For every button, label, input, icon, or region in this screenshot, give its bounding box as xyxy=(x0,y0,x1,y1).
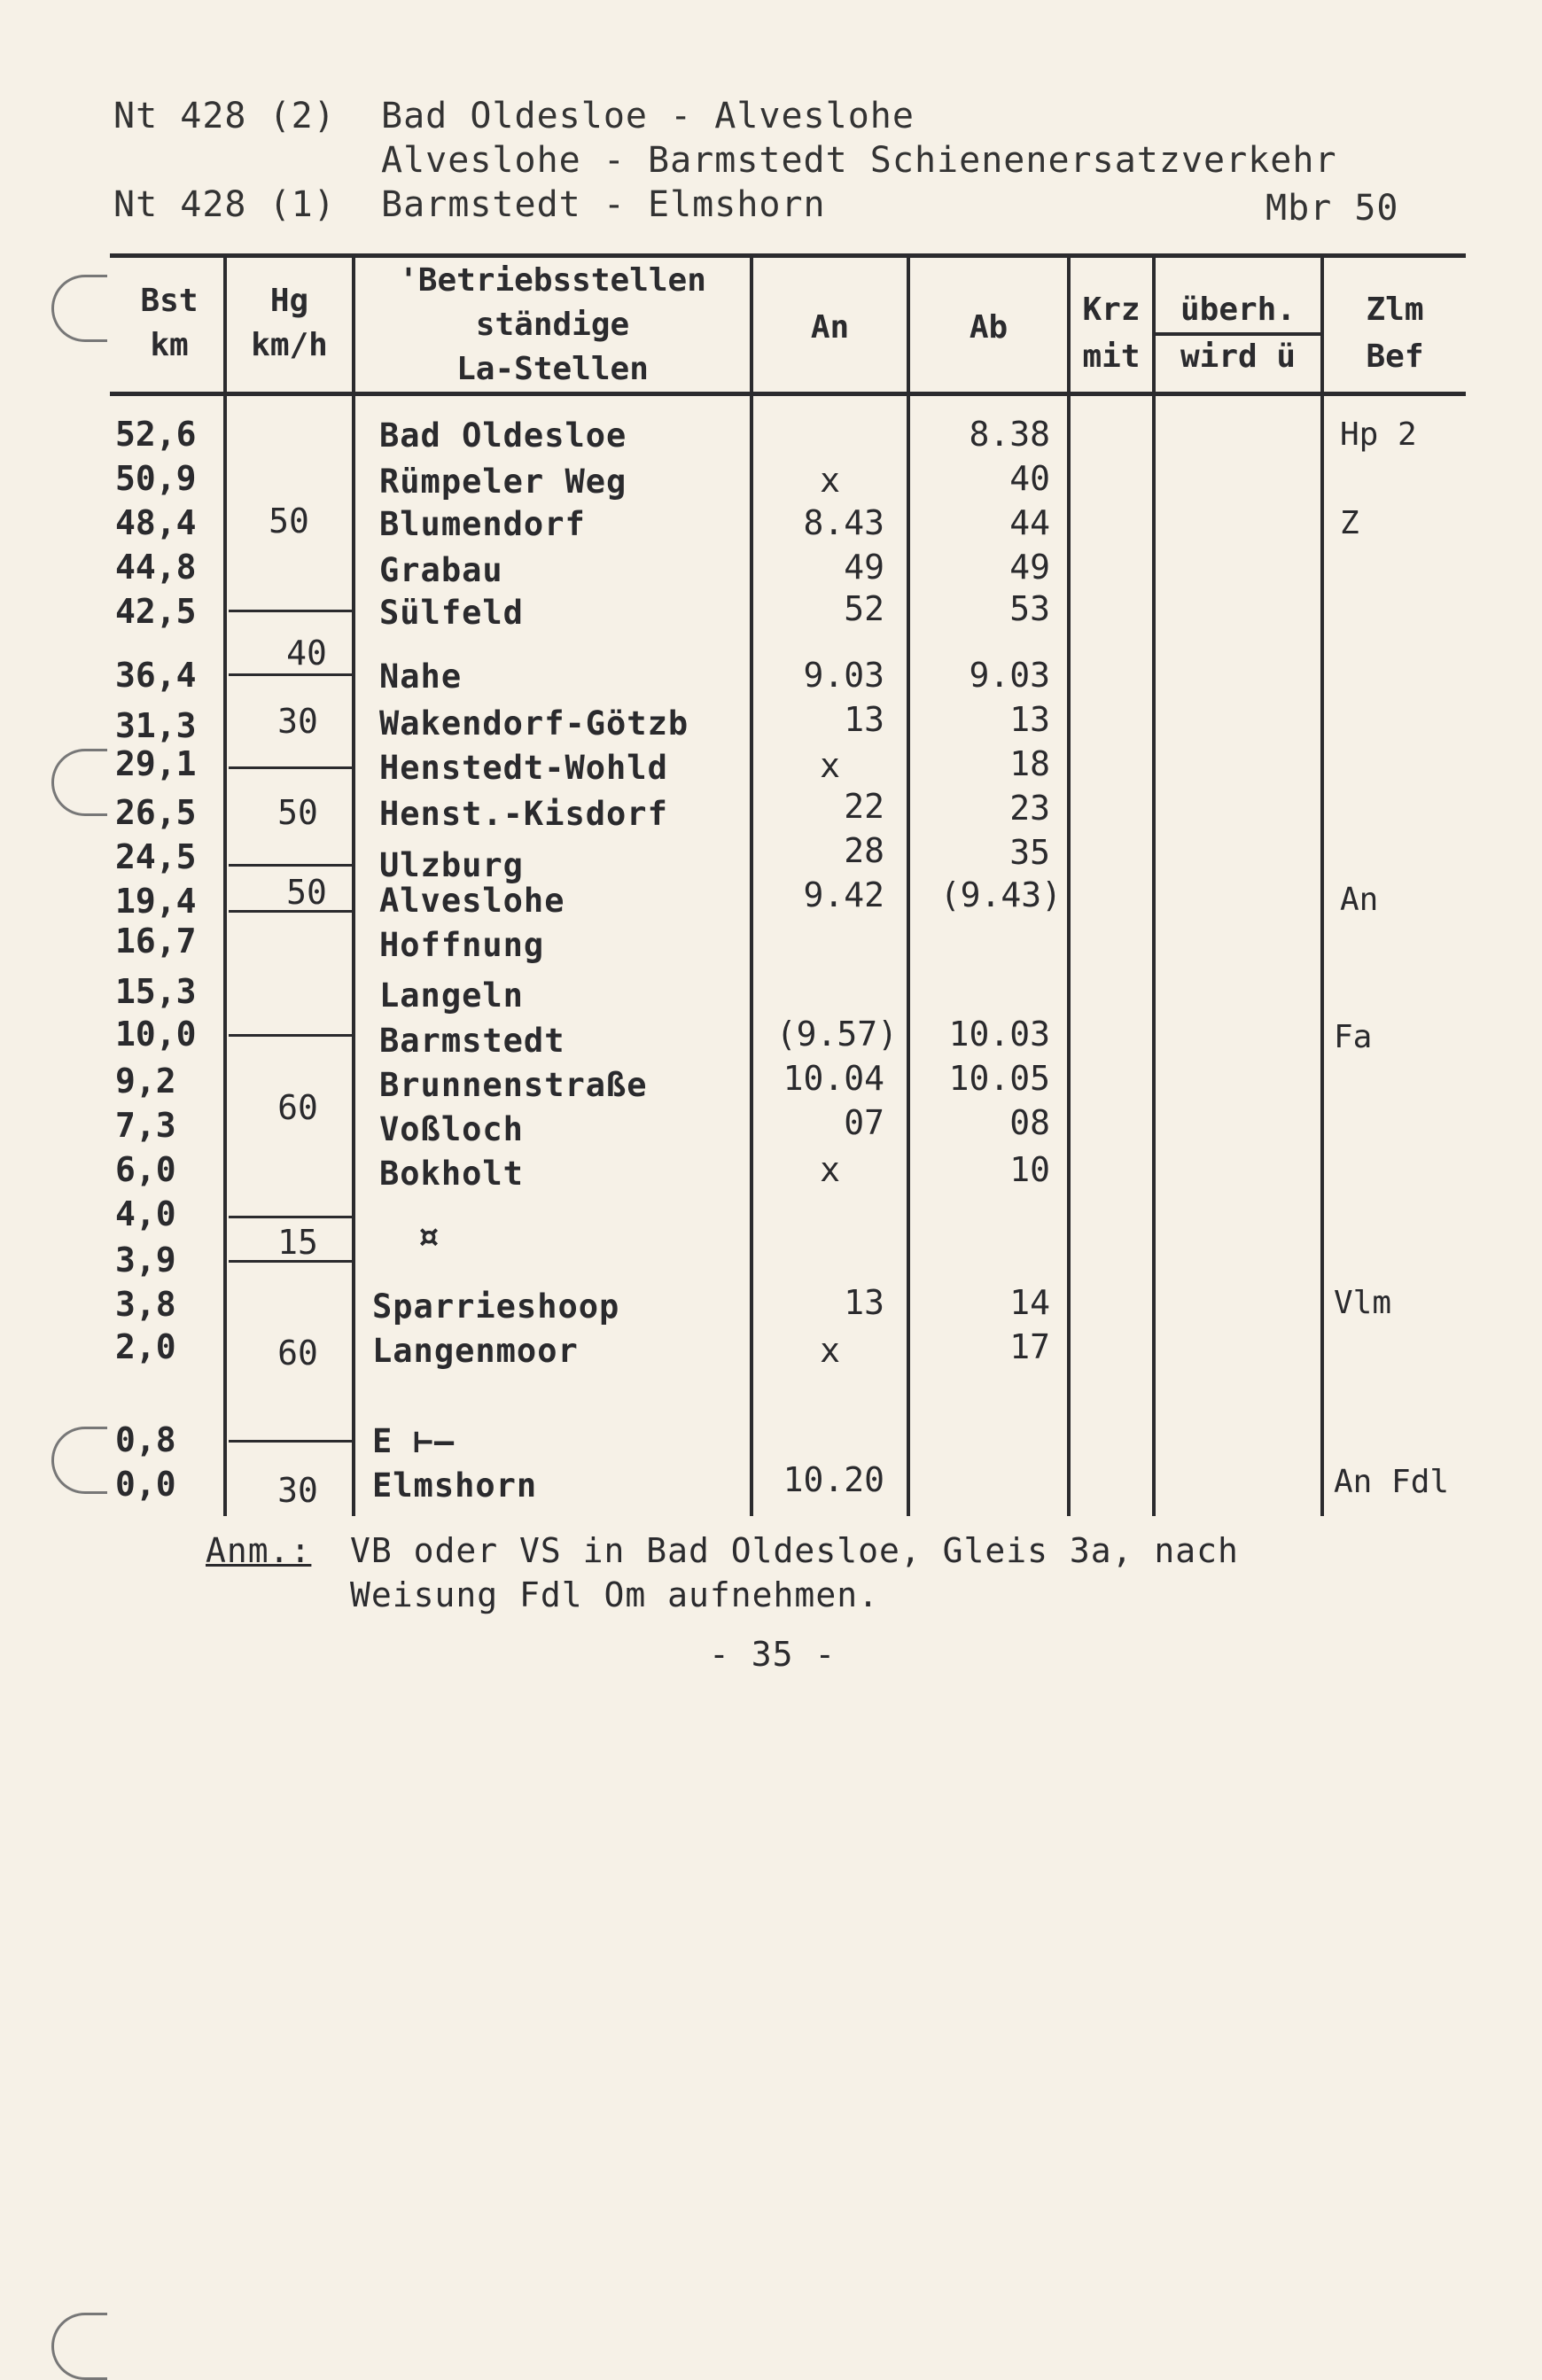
departure-time: 8.38 xyxy=(969,415,1050,454)
col-header-an: An xyxy=(810,309,850,346)
col-header-mit: mit xyxy=(1082,338,1141,375)
station-name: Bokholt xyxy=(379,1155,524,1193)
col-header-ab: Ab xyxy=(969,309,1009,346)
col-divider-7 xyxy=(1320,258,1324,1516)
header-route-2: Alveslohe - Barmstedt Schienenersatzverkehr xyxy=(381,140,1337,181)
km-value: 48,4 xyxy=(115,503,197,542)
punch-hole-4 xyxy=(51,2313,107,2380)
departure-time: 9.03 xyxy=(969,656,1050,695)
col-divider-5 xyxy=(1067,258,1071,1516)
page-number: - 35 - xyxy=(709,1635,837,1674)
speed-value: 50 xyxy=(269,502,309,541)
km-value: 19,4 xyxy=(115,882,197,921)
col-header-ueberh: überh. xyxy=(1180,292,1297,328)
departure-time: 40 xyxy=(1009,459,1050,498)
col-header-staendige: ständige xyxy=(475,307,630,343)
col-header-km: km xyxy=(150,327,189,363)
note-line-2: Weisung Fdl Om aufnehmen. xyxy=(350,1575,879,1614)
arrival-time: 28 xyxy=(844,831,884,870)
station-name: Barmstedt xyxy=(379,1022,565,1060)
col-header-bef: Bef xyxy=(1366,338,1424,375)
col-header-zlm: Zlm xyxy=(1366,292,1424,328)
arrival-time: x xyxy=(820,461,840,500)
speed-value: 15 xyxy=(277,1223,318,1262)
speed-change-line xyxy=(229,1034,352,1037)
col-divider-1 xyxy=(223,258,227,1516)
km-value: 0,0 xyxy=(115,1465,176,1504)
station-name: Sparrieshoop xyxy=(372,1287,620,1326)
station-name: Brunnenstraße xyxy=(379,1066,648,1104)
departure-time: 13 xyxy=(1009,700,1050,739)
km-value: 52,6 xyxy=(115,415,197,454)
km-value: 2,0 xyxy=(115,1327,176,1366)
speed-value: 50 xyxy=(277,793,318,832)
zlm-note: An xyxy=(1340,882,1379,918)
km-value: 10,0 xyxy=(115,1015,197,1054)
col-header-krz: Krz xyxy=(1082,292,1141,328)
station-name: Henstedt-Wohld xyxy=(379,749,668,787)
km-value: 42,5 xyxy=(115,592,197,631)
arrival-time: 9.42 xyxy=(803,875,884,914)
speed-value: 50 xyxy=(286,873,327,912)
note-label: Anm.: xyxy=(206,1531,312,1570)
station-name: Nahe xyxy=(379,657,463,696)
speed-value: 60 xyxy=(277,1088,318,1127)
header-route-1: Bad Oldesloe - Alveslohe xyxy=(381,96,915,136)
station-name: Langeln xyxy=(379,976,524,1015)
km-value: 29,1 xyxy=(115,744,197,783)
station-name: Blumendorf xyxy=(379,505,586,543)
km-value: 7,3 xyxy=(115,1106,176,1145)
col-header-hg: Hg xyxy=(269,283,309,319)
station-name: Grabau xyxy=(379,551,503,589)
zlm-note: Hp 2 xyxy=(1340,416,1417,453)
station-name: Hoffnung xyxy=(379,926,545,964)
arrival-time: x xyxy=(820,1150,840,1189)
arrival-time: 10.04 xyxy=(783,1059,884,1098)
zlm-note: An Fdl xyxy=(1334,1464,1450,1500)
note-line-1: VB oder VS in Bad Oldesloe, Gleis 3a, nach xyxy=(350,1531,1239,1570)
km-value: 6,0 xyxy=(115,1150,176,1189)
speed-change-line xyxy=(229,864,352,867)
arrival-time: 52 xyxy=(844,589,884,628)
arrival-time: x xyxy=(820,1331,840,1370)
km-value: 50,9 xyxy=(115,459,197,498)
departure-time: 18 xyxy=(1009,744,1050,783)
col-header-betriebsstellen: 'Betriebsstellen xyxy=(399,262,706,299)
station-name: Elmshorn xyxy=(372,1466,538,1505)
header-left-3: Nt 428 (1) xyxy=(113,184,336,225)
arrival-time: x xyxy=(820,746,840,785)
departure-time: 10 xyxy=(1009,1150,1050,1189)
arrival-time: 49 xyxy=(844,548,884,587)
header-left-1: Nt 428 (2) xyxy=(113,96,336,136)
punch-hole-2 xyxy=(51,749,107,816)
col-divider-4 xyxy=(907,258,910,1516)
speed-value: 60 xyxy=(277,1334,318,1373)
km-value: 31,3 xyxy=(115,706,197,745)
departure-time: 10.05 xyxy=(948,1059,1050,1098)
departure-time: 35 xyxy=(1009,833,1050,872)
header-route-3: Barmstedt - Elmshorn xyxy=(381,184,826,225)
speed-change-line xyxy=(229,1216,352,1218)
km-value: 0,8 xyxy=(115,1420,176,1459)
arrival-time: 10.20 xyxy=(783,1460,884,1499)
punch-hole-3 xyxy=(51,1427,107,1494)
speed-value: 30 xyxy=(277,702,318,741)
table-top-rule xyxy=(110,253,1466,258)
arrival-time: 8.43 xyxy=(803,503,884,542)
station-name: Henst.-Kisdorf xyxy=(379,795,668,833)
km-value: 24,5 xyxy=(115,837,197,876)
km-value: 3,8 xyxy=(115,1285,176,1324)
km-value: 16,7 xyxy=(115,922,197,961)
km-value: 3,9 xyxy=(115,1241,176,1279)
km-value: 26,5 xyxy=(115,793,197,832)
arrival-time: 07 xyxy=(844,1103,884,1142)
departure-time: 10.03 xyxy=(948,1015,1050,1054)
col-divider-6 xyxy=(1152,258,1156,1516)
km-value: 36,4 xyxy=(115,656,197,695)
punch-hole-1 xyxy=(51,275,107,342)
departure-time: 49 xyxy=(1009,548,1050,587)
col-header-bst: Bst xyxy=(140,283,199,319)
station-name: Langenmoor xyxy=(372,1332,579,1370)
speed-change-line xyxy=(229,610,352,612)
table-header-rule xyxy=(110,392,1466,396)
departure-time: 23 xyxy=(1009,789,1050,828)
departure-time: (9.43) xyxy=(939,875,1062,914)
km-value: 15,3 xyxy=(115,972,197,1011)
station-name: Alveslohe xyxy=(379,882,565,920)
col-header-kmh: km/h xyxy=(251,327,328,363)
speed-change-line xyxy=(229,766,352,769)
end-marker: E ⊢— xyxy=(372,1422,456,1460)
km-value: 9,2 xyxy=(115,1062,176,1101)
station-name: Wakendorf-Götzb xyxy=(379,704,689,743)
departure-time: 08 xyxy=(1009,1103,1050,1142)
arrival-time: 13 xyxy=(844,700,884,739)
departure-time: 17 xyxy=(1009,1327,1050,1366)
speed-change-line xyxy=(229,673,352,676)
station-name: Bad Oldesloe xyxy=(379,416,627,455)
departure-time: 44 xyxy=(1009,503,1050,542)
speed-value: 30 xyxy=(277,1471,318,1510)
arrival-time: (9.57) xyxy=(775,1015,898,1054)
zlm-note: Fa xyxy=(1334,1019,1373,1055)
departure-time: 53 xyxy=(1009,589,1050,628)
station-name: Ulzburg xyxy=(379,846,524,884)
km-value: 4,0 xyxy=(115,1194,176,1233)
col-header-wird-ue: wird ü xyxy=(1180,338,1297,375)
zlm-note: Z xyxy=(1340,505,1359,541)
station-name: Rümpeler Weg xyxy=(379,463,627,501)
col-header-la-stellen: La-Stellen xyxy=(456,351,649,387)
header-mbr: Mbr 50 xyxy=(1266,188,1399,229)
crossing-symbol: ¤ xyxy=(417,1214,441,1259)
arrival-time: 9.03 xyxy=(803,656,884,695)
zlm-note: Vlm xyxy=(1334,1285,1392,1321)
arrival-time: 22 xyxy=(844,787,884,826)
station-name: Voßloch xyxy=(379,1110,524,1148)
km-value: 44,8 xyxy=(115,548,197,587)
speed-value: 40 xyxy=(286,634,327,673)
arrival-time: 13 xyxy=(844,1283,884,1322)
station-name: Sülfeld xyxy=(379,594,524,632)
departure-time: 14 xyxy=(1009,1283,1050,1322)
speed-change-line xyxy=(229,1440,352,1443)
